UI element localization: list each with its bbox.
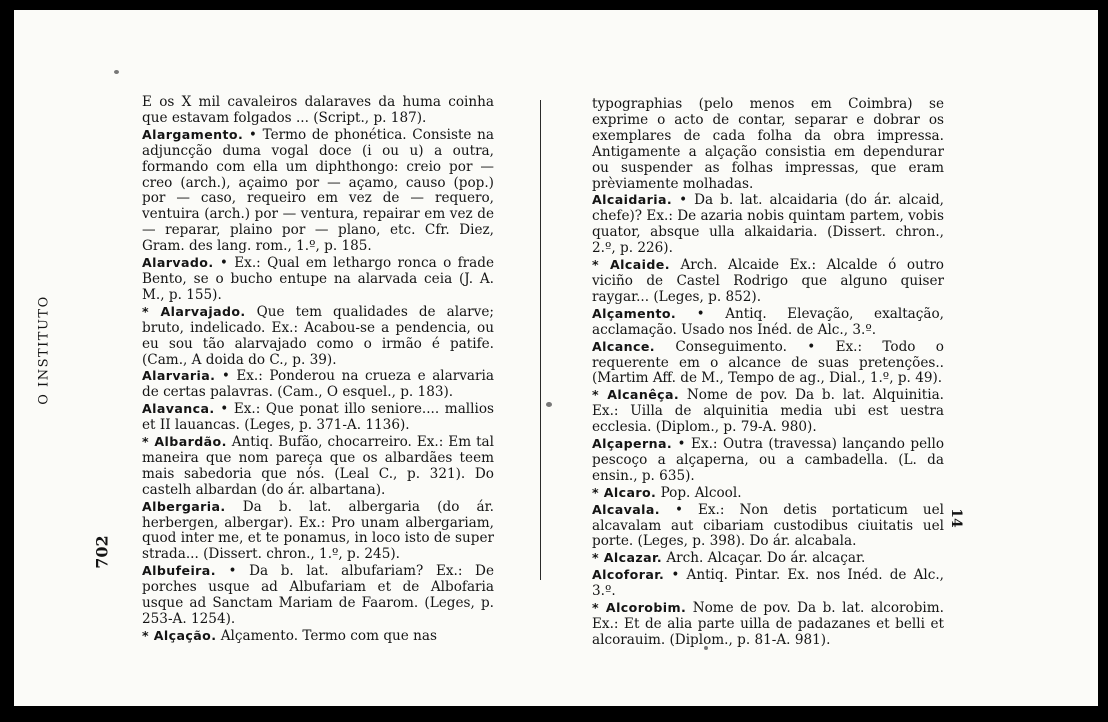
entry-text: Nome de pov. Da b. lat. alcorobim. Ex.: Et de alia parte uilla de padazanes et belli et alcorauim. (Diplom., p. 81-A. 981). (592, 600, 944, 648)
headword: Alcoforar. (592, 567, 665, 583)
entry-right-3 (592, 306, 944, 339)
entry-text: Conseguimento. • Ex.: Todo o requerente em o alcance de suas pretenções.. (Martim Aff. de M., Tempo de ag., Dial., 1.º, p. 49). (592, 338, 944, 387)
headword: * Alarvajado. (142, 303, 246, 319)
entry-text: • Ex.: Ponderou na crueza e alarvaria de certas palavras. (Cam., O esquel., p. 183). (142, 368, 494, 401)
entry-text: • Antiq. Pintar. Ex. nos Inéd. de Alc., 3.º. (592, 567, 945, 600)
entry-text: • Termo de phonética. Consiste na adjuncção duma vogal doce (i ou u) a outra, formando com ella um diphthongo: creio por — creo (arch.), açaimo por — açamo, causo (pop.) por — caso, requeiro em vez de — requero, ventuira (arch.) por — ventura, repairar em vez de — reparar, plaino por — plano, etc. Cfr. Diez, Gram. des lang. rom., 1.º, p. 185. (142, 126, 495, 255)
entry-left-2 (142, 255, 494, 304)
headword: * Alcaide. (592, 257, 670, 273)
entry-left-5 (142, 401, 494, 434)
entry-right-8 (592, 502, 944, 551)
page-number-right: 14 (948, 508, 964, 528)
headword: * Alcazar. (592, 550, 663, 566)
entry-left-3 (142, 304, 494, 369)
entry-text: typographias (pelo menos em Coimbra) se exprime o acto de contar, separar e dobrar os exemplares de cada folha da obra impressa. Antigamente a alçação consistia em dependurar ou suspender as folhas impressas, que eram prèviamente molhadas. (592, 96, 944, 192)
headword: Alçamento. (592, 305, 677, 321)
headword: Alarvaria. (142, 368, 216, 384)
scan-speck (114, 70, 119, 74)
headword: * Albardão. (142, 434, 227, 450)
entry-left-9 (142, 628, 494, 645)
left-column (142, 94, 494, 645)
entry-right-6 (592, 436, 944, 485)
entry-left-7 (142, 499, 494, 564)
headword: Alcavala. (592, 501, 660, 517)
headword: Alçaperna. (592, 436, 673, 452)
entry-right-11 (592, 600, 944, 649)
headword: Alavanca. (142, 401, 215, 417)
headword: Alarvado. (142, 255, 214, 271)
entry-left-8 (142, 563, 494, 628)
entry-right-9 (592, 550, 944, 567)
entry-right-0 (592, 96, 944, 192)
entry-text: • Ex.: Outra (travessa) lançando pello pescoço a alçaperna, ou a cambadella. (L. da ensin., p. 635). (592, 436, 944, 484)
right-column (592, 96, 944, 649)
entry-right-2 (592, 257, 944, 306)
headword: Albufeira. (142, 563, 216, 579)
entry-left-1 (142, 127, 494, 255)
entry-right-7 (592, 485, 944, 502)
headword: * Alcaro. (592, 484, 657, 500)
running-head: O INSTITUTO (36, 295, 52, 405)
headword: * Alçação. (142, 627, 217, 643)
entry-right-1 (592, 192, 944, 257)
entry-text: Da b. lat. albergaria (do ár. herbergen, albergar). Ex.: Pro unam albergariam, quod inter me, et te ponamus, in loco isto de super strada... (Dissert. chron., 1.º, p. 245). (142, 498, 494, 563)
gutter-rule (540, 100, 541, 580)
entry-text: Arch. Alcaide Ex.: Alcalde ó outro viciño de Castel Rodrigo que alguno quiser raygar... (Leges, p. 852). (592, 257, 944, 305)
page-number-left: 702 (92, 535, 112, 569)
entry-right-10 (592, 567, 944, 600)
entry-text: Nome de pov. Da b. lat. Alquinitia. Ex.: Uilla de alquinitia media ubi est uestra ecclesia. (Diplom., p. 79-A. 980). (592, 387, 945, 436)
headword: Alargamento. (142, 126, 244, 142)
entry-right-4 (592, 339, 944, 388)
entry-left-4 (142, 368, 494, 401)
entry-text: Que tem qualidades de alarve; bruto, indelicado. Ex.: Acabou-se a pendencia, ou eu sou tão alarvajado como o irmão é patife. (Cam., A doida do C., p. 39). (142, 303, 494, 368)
entry-text: Antiq. Bufão, chocarreiro. Ex.: Em tal maneira que nom pareça que os albardães teem mais sabedoria que nós. (Leal C., p. 321). Do castelh albardan (do ár. albartana). (142, 434, 494, 498)
entry-text: • Da b. lat. alcaidaria (do ár. alcaid, chefe)? Ex.: De azaria nobis quintam partem, vobis quator, absque ulla alkaidaria. (Dissert. chron., 2.º, p. 226). (592, 192, 944, 257)
entry-text: Alçamento. Termo com que nas (220, 627, 437, 644)
headword: * Alcorobim. (592, 600, 687, 616)
headword: Alcance. (592, 338, 655, 354)
entry-left-6 (142, 434, 494, 499)
entry-text: Pop. Alcool. (660, 484, 742, 501)
entry-text: E os X mil cavaleiros dalaraves da huma coinha que estavam folgados ... (Script., p. 187). (142, 94, 494, 126)
entry-text: • Antiq. Elevação, exaltação, acclamação. Usado nos Inéd. de Alc., 3.º. (592, 305, 944, 338)
entry-text: Arch. Alcaçar. Do ár. alcaçar. (666, 550, 866, 567)
scan-speck (546, 402, 552, 407)
entry-text: • Ex.: Qual em lethargo ronca o frade Bento, se o bucho entupe na alarvada ceia (J. A. M., p. 155). (142, 255, 494, 303)
entry-text: • Da b. lat. albufariam? Ex.: De porches usque ad Albufariam et de Albofaria usque ad Sanctam Mariam de Faarom. (Leges, p. 253-A. 1254). (142, 563, 494, 627)
entry-text: • Ex.: Non detis portaticum uel alcavalam aut cibariam custodibus ciuitatis uel porte. (Leges, p. 398). Do ár. alcabala. (592, 501, 944, 550)
entry-text: • Ex.: Que ponat illo seniore.... mallios et II lauancas. (Leges, p. 371-A. 1136). (142, 401, 494, 434)
headword: * Alcanêça. (592, 387, 680, 403)
headword: Albergaria. (142, 498, 226, 514)
entry-left-0 (142, 94, 494, 127)
headword: Alcaidaria. (592, 192, 673, 208)
book-spread (14, 10, 1098, 706)
entry-right-5 (592, 387, 944, 436)
